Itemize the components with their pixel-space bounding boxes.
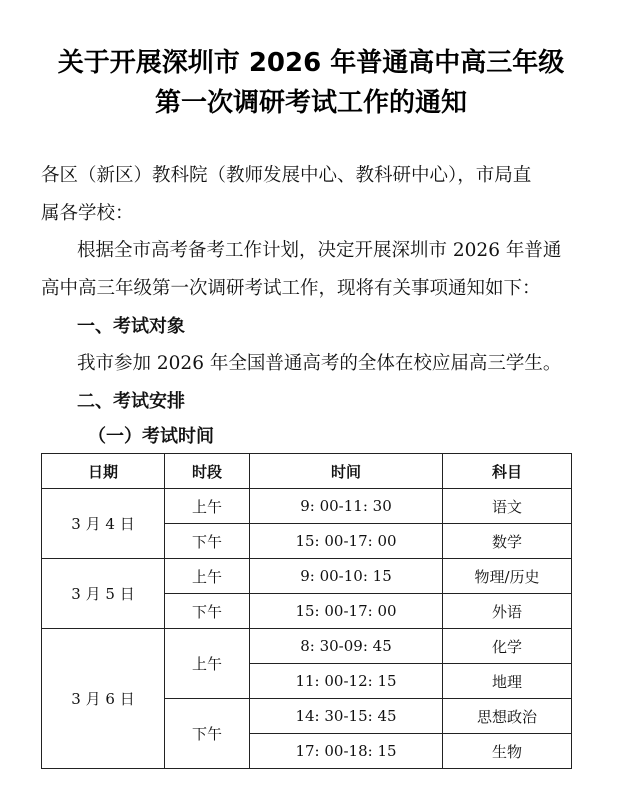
time-cell: 15: 00-17: 00 xyxy=(250,594,443,629)
time-cell: 9: 00-10: 15 xyxy=(250,559,443,594)
exam-schedule-table xyxy=(41,453,572,769)
subject-cell: 生物 xyxy=(443,734,572,769)
date-cell: 3 月 5 日 xyxy=(42,559,165,629)
time-cell: 9: 00-11: 30 xyxy=(250,489,443,524)
period-cell: 下午 xyxy=(165,594,250,629)
time-cell: 15: 00-17: 00 xyxy=(250,524,443,559)
time-cell: 14: 30-15: 45 xyxy=(250,699,443,734)
header-date: 日期 xyxy=(42,454,165,489)
period-cell: 上午 xyxy=(165,489,250,524)
table-header-row xyxy=(42,454,572,489)
section-1-heading: 一、考试对象 xyxy=(77,316,185,337)
date-cell: 3 月 6 日 xyxy=(42,629,165,769)
table-row xyxy=(42,489,572,524)
period-cell: 下午 xyxy=(165,699,250,769)
subject-cell: 思想政治 xyxy=(443,699,572,734)
subject-cell: 物理/历史 xyxy=(443,559,572,594)
recipients-line-2: 属各学校： xyxy=(41,203,134,224)
time-cell: 11: 00-12: 15 xyxy=(250,664,443,699)
section-2-heading: 二、考试安排 xyxy=(77,391,185,412)
subject-cell: 数学 xyxy=(443,524,572,559)
time-cell: 17: 00-18: 15 xyxy=(250,734,443,769)
period-cell: 上午 xyxy=(165,559,250,594)
table-row xyxy=(42,629,572,664)
subject-cell: 语文 xyxy=(443,489,572,524)
document-title-line-2: 第一次调研考试工作的通知 xyxy=(154,88,467,118)
section-2-sub-heading: （一）考试时间 xyxy=(88,426,214,447)
subject-cell: 化学 xyxy=(443,629,572,664)
subject-cell: 外语 xyxy=(443,594,572,629)
recipients-line-1: 各区（新区）教科院（教师发展中心、教科研中心），市局直 xyxy=(41,165,532,186)
intro-line-1: 根据全市高考备考工作计划，决定开展深圳市 2026 年普通 xyxy=(77,240,562,261)
intro-line-2: 高中高三年级第一次调研考试工作，现将有关事项通知如下： xyxy=(41,278,541,299)
section-1-text: 我市参加 2026 年全国普通高考的全体在校应届高三学生。 xyxy=(77,353,562,374)
time-cell: 8: 30-09: 45 xyxy=(250,629,443,664)
period-cell: 下午 xyxy=(165,524,250,559)
document-title-line-1: 关于开展深圳市 2026 年普通高中高三年级 xyxy=(57,48,565,78)
header-subject: 科目 xyxy=(443,454,572,489)
subject-cell: 地理 xyxy=(443,664,572,699)
header-period: 时段 xyxy=(165,454,250,489)
date-cell: 3 月 4 日 xyxy=(42,489,165,559)
table-row xyxy=(42,559,572,594)
period-cell: 上午 xyxy=(165,629,250,699)
header-time: 时间 xyxy=(250,454,443,489)
